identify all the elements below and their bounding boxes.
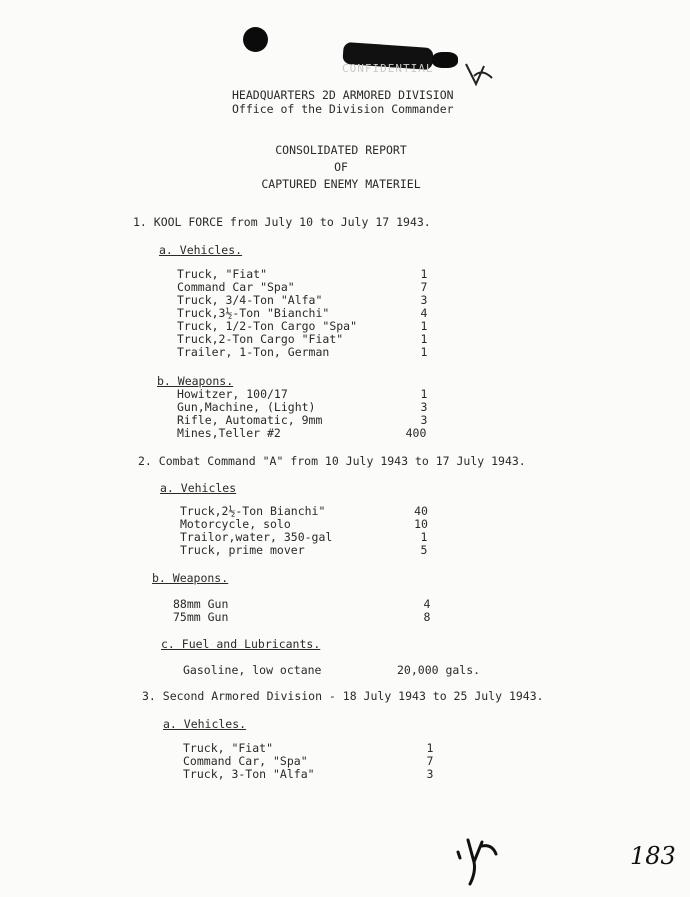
item-qty: 3 — [420, 400, 428, 414]
item-name: 75mm Gun — [173, 610, 229, 624]
item-name: Truck, 3-Ton "Alfa" — [183, 767, 315, 781]
item-name: Truck, prime mover — [180, 543, 305, 557]
item-name: Trailor,water, 350-gal — [180, 530, 333, 544]
item-qty: 1 — [420, 332, 428, 346]
item-name: Motorcycle, solo — [180, 517, 291, 531]
item-name: Command Car "Spa" — [177, 280, 295, 294]
title-line-1: CONSOLIDATED REPORT — [275, 143, 407, 157]
item-qty: 7 — [426, 754, 434, 768]
item-qty: 3 — [426, 767, 434, 781]
item-name: Howitzer, 100/17 — [177, 387, 288, 401]
item-name: 88mm Gun — [173, 597, 229, 611]
item-qty: 3 — [420, 413, 428, 427]
item-name: Truck, 1/2-Ton Cargo "Spa" — [177, 319, 358, 333]
item-name: Mines,Teller #2 — [177, 426, 281, 440]
item-qty: 1 — [420, 530, 428, 544]
item-qty: 400 — [405, 426, 427, 440]
group-label: b. Weapons. — [152, 571, 229, 585]
header-line-2: Office of the Division Commander — [232, 102, 454, 116]
item-qty: 1 — [420, 319, 428, 333]
item-qty: 4 — [420, 306, 428, 320]
item-qty: 3 — [420, 293, 428, 307]
item-name: Truck, "Fiat" — [177, 267, 268, 281]
item-name: Gun,Machine, (Light) — [177, 400, 316, 414]
item-qty: 5 — [420, 543, 428, 557]
group-label: b. Weapons. — [157, 374, 234, 388]
handwritten-initials — [452, 832, 502, 888]
title-line-3: CAPTURED ENEMY MATERIEL — [261, 177, 421, 191]
item-name: Command Car, "Spa" — [183, 754, 308, 768]
section-heading: 2. Combat Command "A" from 10 July 1943 to 17 July 1943. — [138, 454, 526, 468]
item-qty: 7 — [420, 280, 428, 294]
item-name: Truck, "Fiat" — [183, 741, 274, 755]
item-qty: 1 — [426, 741, 434, 755]
item-name: Truck,2-Ton Cargo "Fiat" — [177, 332, 344, 346]
item-name: Truck,3½-Ton "Bianchi" — [177, 306, 330, 320]
section-heading: 1. KOOL FORCE from July 10 to July 17 1943. — [133, 215, 431, 229]
group-label: a. Vehicles. — [159, 243, 243, 257]
initials-mark — [462, 58, 496, 92]
page-number: 183 — [630, 842, 676, 870]
group-label: a. Vehicles — [160, 481, 237, 495]
header-line-1: HEADQUARTERS 2D ARMORED DIVISION — [232, 88, 454, 102]
item-name: Rifle, Automatic, 9mm — [177, 413, 323, 427]
punch-hole — [243, 27, 268, 52]
section-heading: 3. Second Armored Division - 18 July 1943 to 25 July 1943. — [142, 689, 544, 703]
group-label: a. Vehicles. — [163, 717, 247, 731]
item-name: Truck,2½-Ton Bianchi" — [180, 504, 326, 518]
item-qty: 1 — [420, 387, 428, 401]
group-label: c. Fuel and Lubricants. — [161, 637, 321, 651]
item-qty: 10 — [414, 517, 428, 531]
item-name: Trailer, 1-Ton, German — [177, 345, 330, 359]
item-qty: 4 — [423, 597, 431, 611]
item-qty: 8 — [423, 610, 431, 624]
item-qty: 1 — [420, 267, 428, 281]
title-line-2: OF — [334, 160, 348, 174]
ink-blot — [432, 52, 458, 68]
item-qty: 40 — [414, 504, 428, 518]
item-name: Gasoline, low octane — [183, 663, 322, 677]
item-qty: 1 — [420, 345, 428, 359]
item-name: Truck, 3/4-Ton "Alfa" — [177, 293, 323, 307]
item-qty: 20,000 gals. — [397, 663, 481, 677]
classification-stamp: CONFIDENTIAL — [342, 62, 434, 75]
